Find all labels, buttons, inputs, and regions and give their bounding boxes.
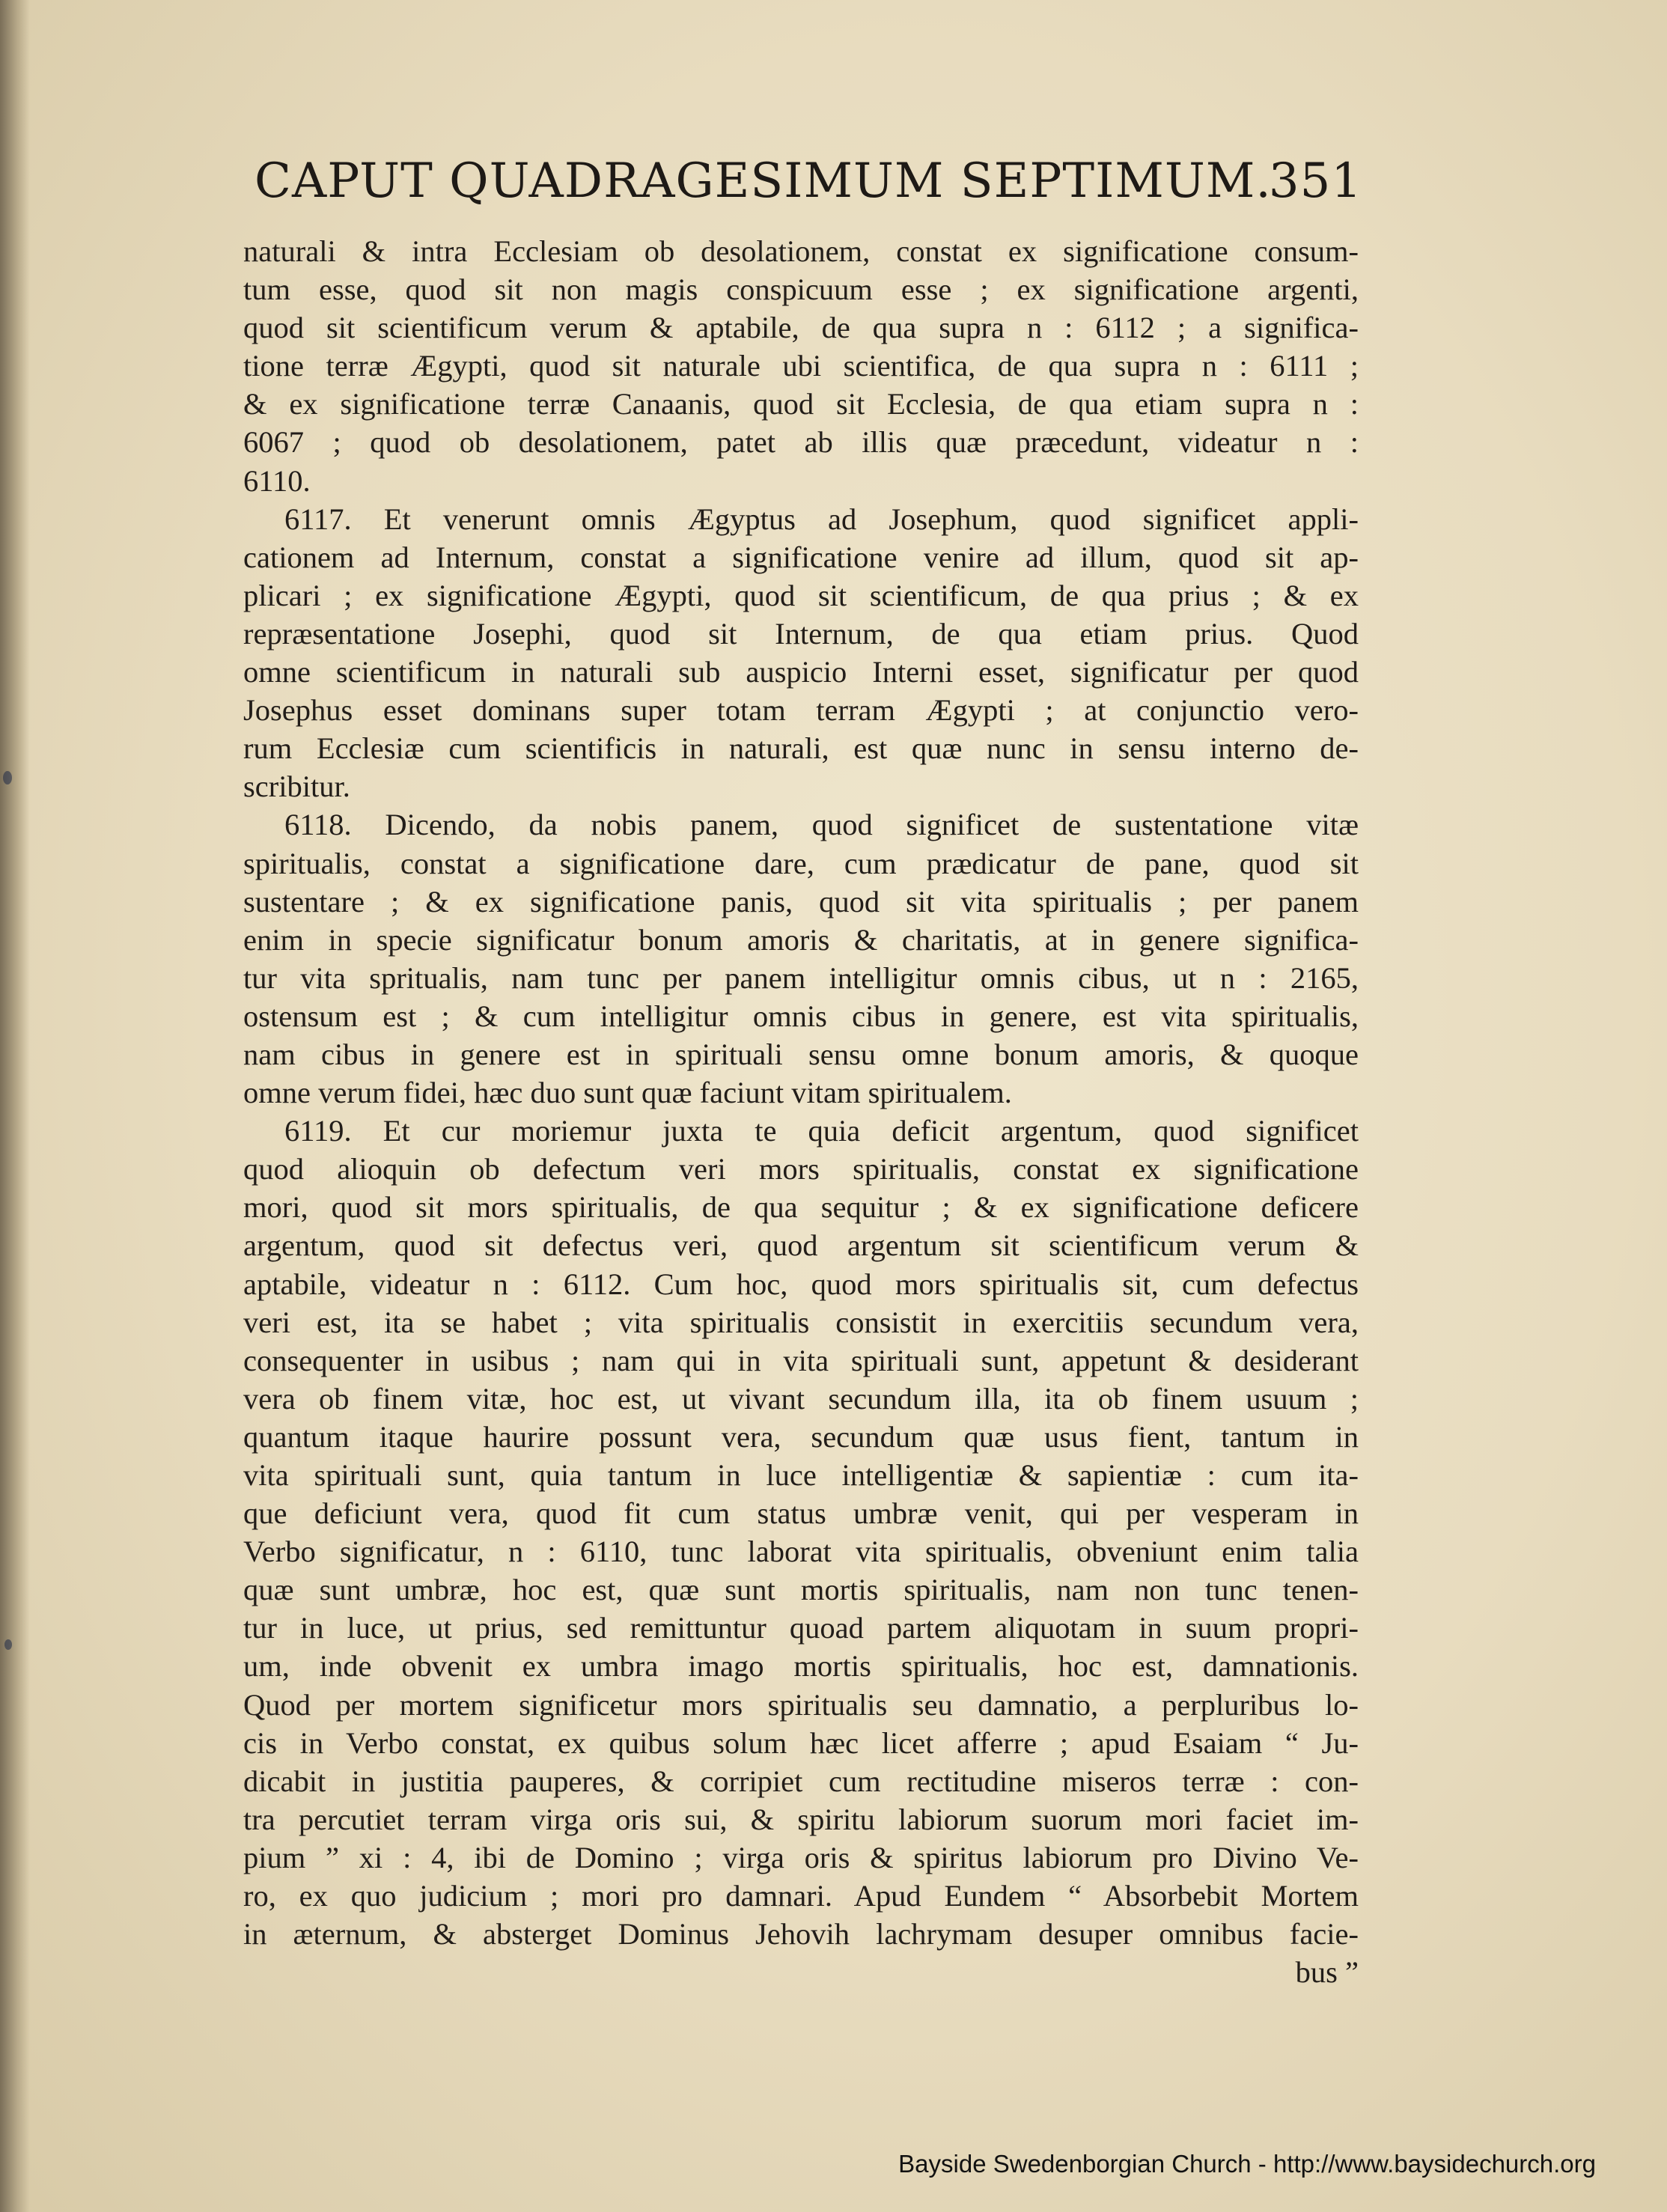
text-line: plicari ; ex significatione Ægypti, quod sit scientificum, de qua prius ; & ex xyxy=(243,578,1359,612)
text-line: vera ob finem vitæ, hoc est, ut vivant secundum illa, ita ob finem usuum ; xyxy=(243,1381,1359,1416)
text-line: Josephus esset dominans super totam terram Ægypti ; at conjunctio vero- xyxy=(243,693,1359,728)
paragraph-start: 6117. Et venerunt omnis Ægyptus ad Josephum, quod significet appli- xyxy=(284,502,1359,536)
page-gutter-shadow xyxy=(0,0,30,2212)
text-line: bus ” xyxy=(1295,1955,1359,1990)
text-line: ro, ex quo judicium ; mori pro damnari. Apud Eundem “ Absorbebit Mortem xyxy=(243,1879,1359,1913)
ink-spot xyxy=(4,1639,12,1650)
text-line: pium ” xi : 4, ibi de Domino ; virga oris & spiritus labiorum pro Divino Ve- xyxy=(243,1840,1359,1874)
paragraph-start: 6119. Et cur moriemur juxta te quia deficit argentum, quod significet xyxy=(284,1114,1359,1148)
text-line: veri est, ita se habet ; vita spiritualis consistit in exercitiis secundum vera, xyxy=(243,1305,1359,1339)
running-header xyxy=(255,153,1362,221)
text-line: cationem ad Internum, constat a significatione venire ad illum, quod sit ap- xyxy=(243,540,1359,574)
text-line: Verbo significatur, n : 6110, tunc laborat vita spiritualis, obveniunt enim talia xyxy=(243,1535,1359,1569)
text-line: tur in luce, ut prius, sed remittuntur quoad partem aliquotam in suum propri- xyxy=(243,1611,1359,1645)
text-line: quæ sunt umbræ, hoc est, quæ sunt mortis spiritualis, nam non tunc tenen- xyxy=(243,1573,1359,1607)
text-line: omne verum fidei, hæc duo sunt quæ faciunt vitam spiritualem. xyxy=(243,1076,1012,1110)
page-number: 351 xyxy=(1268,153,1362,209)
text-line: consequenter in usibus ; nam qui in vita spirituali sunt, appetunt & desiderant xyxy=(243,1343,1359,1377)
watermark-caption: Bayside Swedenborgian Church - http://www.baysidechurch.org xyxy=(898,2150,1596,2178)
text-line: scribitur. xyxy=(243,770,350,804)
text-line: spiritualis, constat a significatione dare, cum prædicatur de pane, quod sit xyxy=(243,846,1359,880)
ink-spot xyxy=(3,771,12,784)
text-line: argentum, quod sit defectus veri, quod argentum sit scientificum verum & xyxy=(243,1228,1359,1263)
text-line: omne scientificum in naturali sub auspicio Interni esset, significatur per quod xyxy=(243,655,1359,689)
text-line: ostensum est ; & cum intelligitur omnis cibus in genere, est vita spiritualis, xyxy=(243,999,1359,1033)
text-line: 6067 ; quod ob desolationem, patet ab illis quæ præcedunt, videatur n : xyxy=(243,425,1359,460)
text-line: repræsentatione Josephi, quod sit Internum, de qua etiam prius. Quod xyxy=(243,616,1359,651)
text-line: & ex significatione terræ Canaanis, quod sit Ecclesia, de qua etiam supra n : xyxy=(243,387,1359,421)
text-line: quod sit scientificum verum & aptabile, de qua supra n : 6112 ; a significa- xyxy=(243,311,1359,345)
text-line: sustentare ; & ex significatione panis, quod sit vita spiritualis ; per panem xyxy=(243,884,1359,918)
text-line: 6110. xyxy=(243,463,311,498)
text-line: naturali & intra Ecclesiam ob desolationem, constat ex significatione consum- xyxy=(243,234,1359,268)
chapter-title: CAPUT QUADRAGESIMUM SEPTIMUM. xyxy=(255,153,1272,209)
text-line: nam cibus in genere est in spirituali sensu omne bonum amoris, & quoque xyxy=(243,1037,1359,1071)
text-line: enim in specie significatur bonum amoris & charitatis, at in genere significa- xyxy=(243,922,1359,957)
text-line: quod alioquin ob defectum veri mors spiritualis, constat ex significatione xyxy=(243,1152,1359,1186)
text-line: tum esse, quod sit non magis conspicuum esse ; ex significatione argenti, xyxy=(243,272,1359,307)
text-line: dicabit in justitia pauperes, & corripiet cum rectitudine miseros terræ : con- xyxy=(243,1764,1359,1798)
text-line: Quod per mortem significetur mors spiritualis seu damnatio, a perpluribus lo- xyxy=(243,1687,1359,1722)
text-line: aptabile, videatur n : 6112. Cum hoc, quod mors spiritualis sit, cum defectus xyxy=(243,1267,1359,1301)
text-line: tra percutiet terram virga oris sui, & spiritu labiorum suorum mori faciet im- xyxy=(243,1802,1359,1836)
text-line: vita spirituali sunt, quia tantum in luce intelligentiæ & sapientiæ : cum ita- xyxy=(243,1458,1359,1492)
text-line: tur vita spritualis, nam tunc per panem intelligitur omnis cibus, ut n : 2165, xyxy=(243,960,1359,995)
paragraph-start: 6118. Dicendo, da nobis panem, quod significet de sustentatione vitæ xyxy=(284,808,1359,842)
text-line: quantum itaque haurire possunt vera, secundum quæ usus fient, tantum in xyxy=(243,1419,1359,1454)
text-line: um, inde obvenit ex umbra imago mortis spiritualis, hoc est, damnationis. xyxy=(243,1649,1359,1684)
text-line: que deficiunt vera, quod fit cum status umbræ venit, qui per vesperam in xyxy=(243,1496,1359,1531)
text-line: rum Ecclesiæ cum scientificis in naturali, est quæ nunc in sensu interno de- xyxy=(243,731,1359,766)
text-line: mori, quod sit mors spiritualis, de qua sequitur ; & ex significatione deficere xyxy=(243,1190,1359,1225)
text-line: cis in Verbo constat, ex quibus solum hæc licet afferre ; apud Esaiam “ Ju- xyxy=(243,1725,1359,1760)
text-line: tione terræ Ægypti, quod sit naturale ubi scientifica, de qua supra n : 6111 ; xyxy=(243,349,1359,383)
page-text xyxy=(243,232,1359,1991)
text-line: in æternum, & absterget Dominus Jehovih lachrymam desuper omnibus facie- xyxy=(243,1917,1359,1952)
